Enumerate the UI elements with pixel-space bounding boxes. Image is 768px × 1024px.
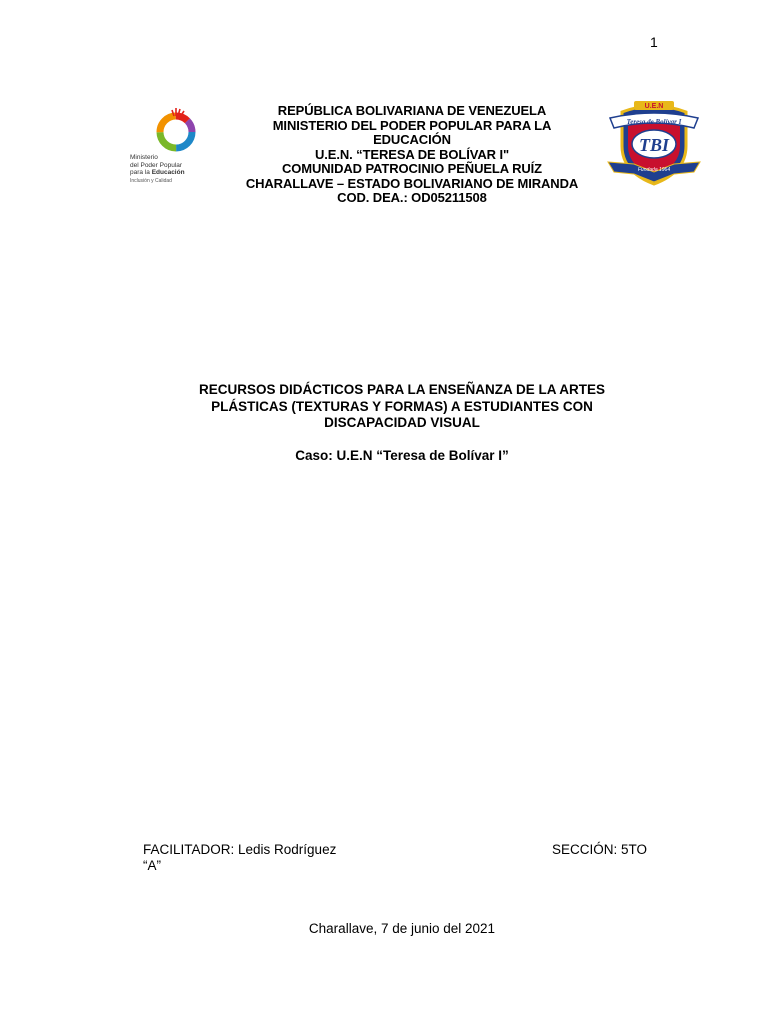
page-number: 1 [650, 34, 658, 50]
ministry-logo-line3-bold: Educación [151, 169, 185, 176]
document-title [150, 382, 654, 432]
header-line-school: U.E.N. “TERESA DE BOLÍVAR I" [314, 146, 510, 162]
title-line-1: RECURSOS DIDÁCTICOS PARA LA ENSEÑANZA DE LA ARTES [198, 382, 605, 397]
school-crest-monogram: TBI [638, 135, 670, 155]
school-crest-banner: Teresa de Bolívar I [626, 118, 682, 126]
ministry-logo [128, 104, 212, 190]
ministry-logo-tagline: Inclusión y Calidad [130, 178, 172, 184]
school-crest-top-text: U.E.N [644, 103, 664, 110]
ministry-logo-line1: Ministerio [130, 154, 158, 161]
title-line-2: PLÁSTICAS (TEXTURAS Y FORMAS) A ESTUDIANTES CON [211, 398, 593, 414]
ministry-logo-line3-prefix: para la [130, 169, 152, 176]
section-label: SECCIÓN: 5TO [552, 842, 648, 857]
header-line-ministry: MINISTERIO DEL PODER POPULAR PARA LA [272, 117, 552, 133]
place-and-date: Charallave, 7 de junio del 2021 [308, 921, 496, 936]
facilitator-name: FACILITADOR: Ledis Rodríguez [143, 842, 337, 857]
header-line-education: EDUCACIÓN [373, 132, 451, 147]
facilitator-block [143, 842, 336, 874]
header-line-community: COMUNIDAD PATROCINIO PEÑUELA RUÍZ [281, 161, 543, 176]
ministry-ring-icon [152, 106, 200, 154]
header-line-dea-code: COD. DEA.: OD05211508 [337, 190, 487, 205]
document-header [120, 104, 710, 204]
school-crest-ribbon: Fundada 1964 [637, 167, 671, 173]
case-subtitle: Caso: U.E.N “Teresa de Bolívar I” [295, 448, 509, 463]
ministry-logo-text [130, 154, 185, 177]
section-continuation: “A” [143, 858, 161, 873]
school-crest-logo [604, 98, 704, 190]
header-line-republic: REPÚBLICA BOLIVARIANA DE VENEZUELA [277, 103, 547, 118]
ministry-logo-line2: del Poder Popular [130, 161, 183, 169]
header-line-location: CHARALLAVE – ESTADO BOLIVARIANO DE MIRANDA [245, 175, 579, 191]
header-text [214, 104, 610, 206]
title-line-3: DISCAPACIDAD VISUAL [324, 415, 480, 430]
ministry-logo-line3 [130, 169, 185, 177]
